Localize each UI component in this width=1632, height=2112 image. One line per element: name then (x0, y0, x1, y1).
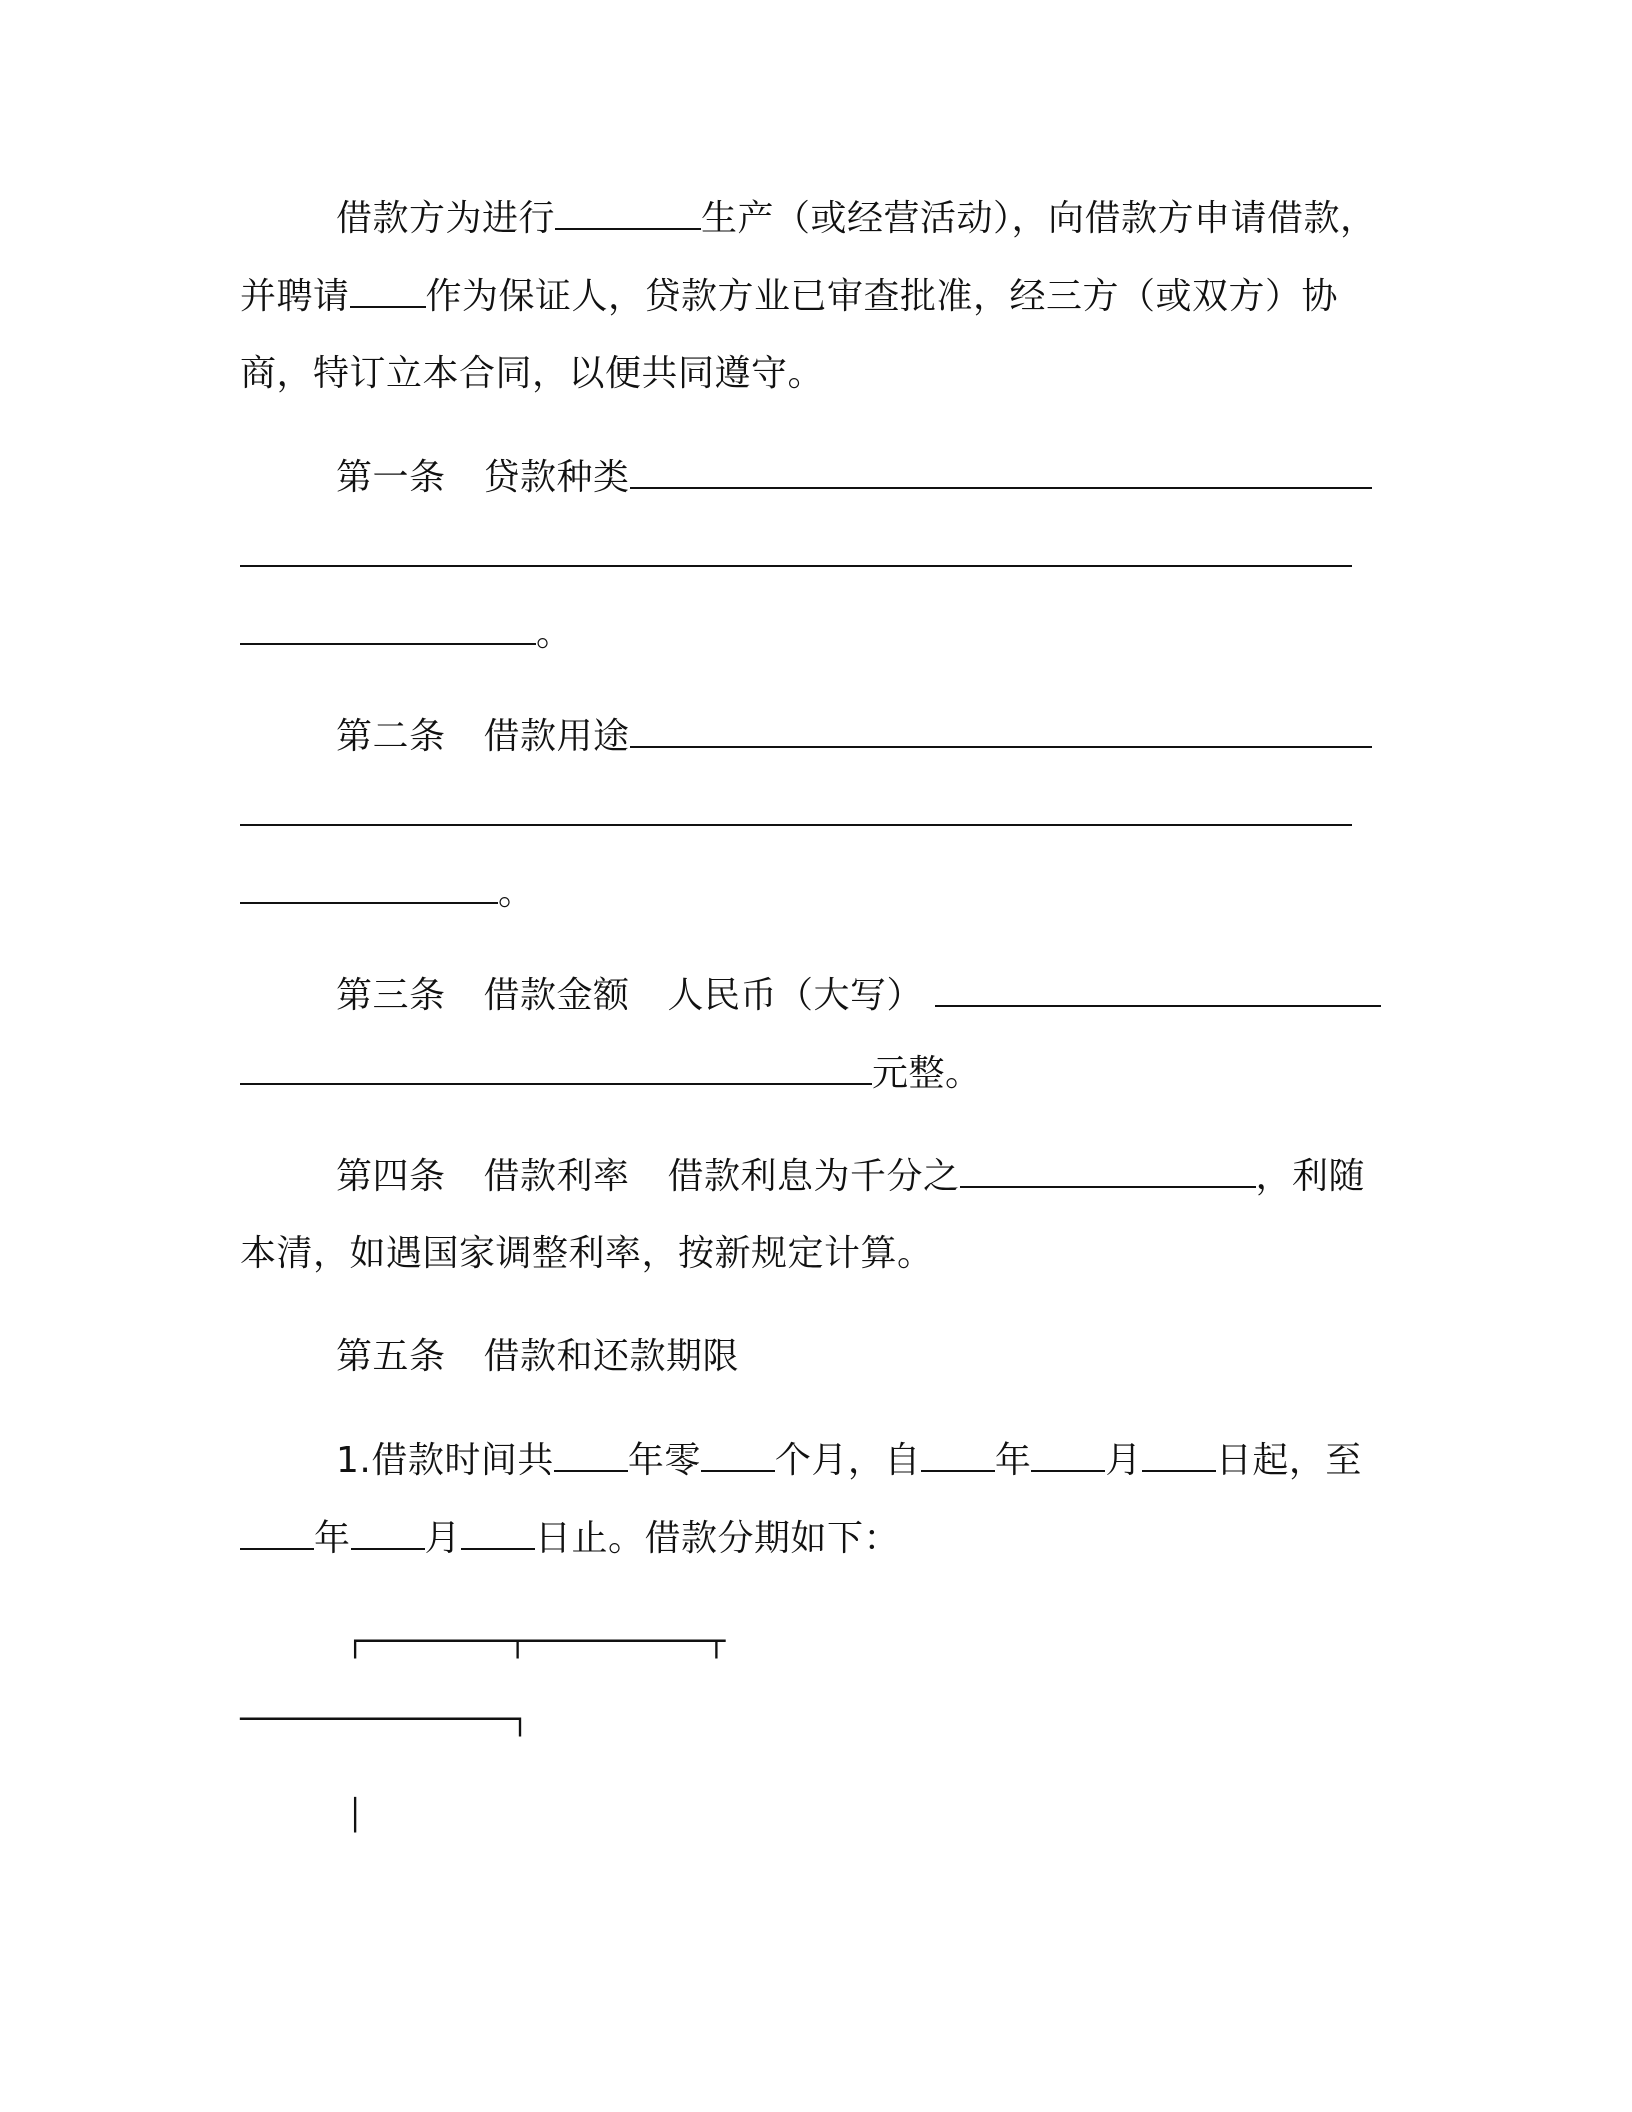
end-year-blank[interactable] (240, 1514, 314, 1550)
intro-line-3: 商，特订立本合同，以便共同遵守。 (240, 353, 825, 394)
article-4-line-2: 本清，如遇国家调整利率，按新规定计算。 (240, 1233, 934, 1274)
intro-text: 并聘请 (240, 276, 350, 317)
article-5-heading (336, 1333, 739, 1381)
loan-type-blank-3[interactable] (240, 609, 536, 645)
guarantor-blank[interactable] (350, 272, 426, 308)
amount-blank-1[interactable] (935, 971, 1381, 1007)
loan-purpose-blank-1[interactable] (630, 712, 1372, 748)
article-title: 借款金额 (483, 975, 630, 1016)
term-text: 日起，至 (1215, 1440, 1362, 1481)
article-5-para-2 (240, 1514, 900, 1562)
loan-type-blank-1[interactable] (630, 453, 1372, 489)
article-number: 第四条 (336, 1156, 446, 1197)
article-title: 借款和还款期限 (483, 1336, 740, 1377)
production-blank[interactable] (555, 194, 701, 230)
term-text: 日止。借款分期如下： (535, 1518, 901, 1559)
end-month-blank[interactable] (351, 1514, 425, 1550)
term-text: 年 (314, 1518, 351, 1559)
intro-text: 生产（或经营活动），向借款方申请借款， (701, 198, 1377, 239)
intro-text: 借款方为进行 (336, 198, 556, 239)
article-number: 第一条 (336, 457, 446, 498)
currency-label: 人民币（大写） (667, 975, 924, 1016)
article-title: 借款利率 (483, 1156, 630, 1197)
article-4-heading (336, 1152, 1365, 1200)
term-text: 个月，自 (774, 1440, 921, 1481)
article-1-line-3 (240, 609, 573, 657)
article-3-line-2 (240, 1049, 982, 1097)
start-day-blank[interactable] (1142, 1436, 1216, 1472)
article-title: 贷款种类 (483, 457, 630, 498)
article-2-heading (336, 712, 1372, 760)
amount-blank-2[interactable] (240, 1049, 872, 1085)
amount-suffix: 元整。 (872, 1053, 982, 1094)
article-number: 第二条 (336, 716, 446, 757)
term-text: 月 (1105, 1440, 1142, 1481)
article-number: 第三条 (336, 975, 446, 1016)
article-title: 借款用途 (483, 716, 630, 757)
article-5-para-1 (336, 1436, 1362, 1484)
schedule-table-top-border-continued: ───────────────┐ (240, 1702, 529, 1737)
term-text: 年 (994, 1440, 1032, 1481)
years-blank[interactable] (554, 1436, 628, 1472)
interest-text: ，利随 (1255, 1156, 1366, 1197)
end-day-blank[interactable] (461, 1514, 535, 1550)
intro-line-2 (240, 272, 1338, 320)
article-2-line-2 (240, 790, 1352, 838)
term-text: 1.借款时间共 (336, 1440, 554, 1481)
start-month-blank[interactable] (1031, 1436, 1105, 1472)
loan-purpose-blank-3[interactable] (240, 868, 498, 904)
interest-text: 借款利息为千分之 (667, 1156, 960, 1197)
intro-text: 作为保证人，贷款方业已审查批准，经三方（或双方）协 (425, 276, 1339, 317)
schedule-table-left-border: │ (346, 1798, 365, 1833)
intro-line-1 (336, 194, 1377, 242)
term-text: 月 (424, 1518, 462, 1559)
article-1-heading (336, 453, 1372, 501)
period-mark: 。 (536, 613, 573, 654)
article-1-line-2 (240, 531, 1352, 579)
article-3-heading (336, 971, 1381, 1019)
loan-type-blank-2[interactable] (240, 531, 1352, 567)
months-blank[interactable] (701, 1436, 775, 1472)
period-mark: 。 (498, 872, 535, 913)
schedule-table-top-border: ┌────────┬──────────┬ (346, 1624, 726, 1659)
article-2-line-3 (240, 868, 535, 916)
loan-purpose-blank-2[interactable] (240, 790, 1352, 826)
article-number: 第五条 (336, 1336, 446, 1377)
start-year-blank[interactable] (921, 1436, 995, 1472)
term-text: 年零 (627, 1440, 701, 1481)
interest-rate-blank[interactable] (960, 1152, 1256, 1188)
